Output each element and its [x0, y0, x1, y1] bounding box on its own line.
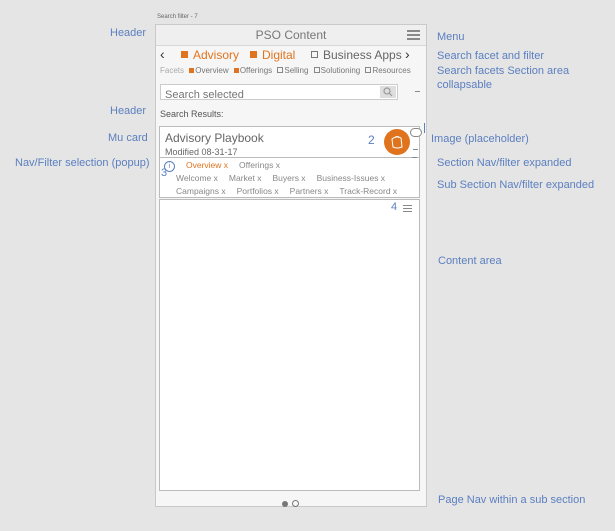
annotation-header: Header — [110, 27, 147, 39]
annotation-search-facets-section: Search facets Section area — [437, 65, 570, 77]
subfacet-offerings[interactable]: Offerings — [234, 66, 272, 75]
nav-filter-popup — [159, 158, 420, 198]
card-title: Advisory Playbook — [165, 131, 264, 145]
card-modified: Modified 08-31-17 — [165, 147, 238, 157]
filter-chip[interactable]: Track-Record x — [339, 186, 398, 196]
content-area — [159, 199, 420, 491]
annotation-menu: Menu — [437, 31, 465, 43]
facet-nav — [156, 45, 426, 65]
annotation-search-facet: Search facet and filter — [437, 50, 545, 62]
checkbox-icon — [181, 51, 188, 58]
annotation-page-nav: Page Nav within a sub section — [438, 494, 586, 506]
subfacet-solutioning[interactable]: Solutioning — [314, 66, 361, 75]
list-icon[interactable] — [403, 205, 412, 214]
minus-icon[interactable] — [412, 157, 417, 158]
image-placeholder — [384, 129, 410, 155]
search-button[interactable] — [380, 86, 396, 98]
marker-line — [424, 123, 425, 133]
mu-card[interactable] — [159, 126, 420, 158]
card-number: 2 — [368, 133, 375, 147]
subfacet-overview[interactable]: Overview — [189, 66, 228, 75]
subfacet-selling[interactable]: Selling — [277, 66, 308, 75]
annotation-image: Image (placeholder) — [431, 133, 529, 145]
filter-chip[interactable]: Portfolios x — [236, 186, 279, 196]
page-nav — [282, 494, 303, 512]
popup-number: 3 — [161, 167, 168, 179]
section-filter-row — [164, 160, 291, 172]
filter-chip[interactable]: Campaigns x — [176, 186, 226, 196]
annotation-section-nav: Section Nav/filter expanded — [437, 157, 572, 169]
content-number: 4 — [391, 201, 398, 213]
filter-chip[interactable]: Welcome x — [176, 173, 218, 183]
annotation-collapsable: collapsable — [437, 79, 493, 91]
facet-advisory[interactable]: Advisory — [181, 48, 239, 62]
hamburger-icon[interactable] — [407, 30, 420, 40]
filter-chip[interactable]: Offerings x — [239, 160, 280, 170]
page-dot-active[interactable] — [282, 501, 288, 507]
filter-chip[interactable]: Overview x — [186, 160, 229, 170]
filter-chip[interactable]: Business-Issues x — [316, 173, 386, 183]
filter-chip[interactable]: Market x — [228, 173, 262, 183]
subfacet-prefix: Facets — [160, 66, 185, 75]
facet-digital[interactable]: Digital — [250, 48, 295, 62]
filter-chip[interactable]: Partners x — [289, 186, 329, 196]
subsection-filter-row — [176, 186, 408, 196]
app-title: PSO Content — [255, 28, 327, 42]
minus-icon[interactable] — [413, 149, 418, 150]
page-dot[interactable] — [292, 500, 299, 507]
collapse-icon[interactable] — [415, 91, 420, 92]
annotation-sub-section-nav: Sub Section Nav/filter expanded — [437, 179, 595, 191]
results-label: Search Results: — [160, 109, 224, 119]
subfacet-resources[interactable]: Resources — [365, 66, 410, 75]
search-box — [160, 84, 398, 100]
chevron-right-icon[interactable]: › — [405, 46, 410, 62]
phone-frame — [155, 24, 427, 507]
app-header — [156, 25, 426, 46]
annotation-header-2: Header — [110, 105, 147, 117]
search-input[interactable] — [161, 87, 377, 103]
checkbox-icon — [250, 51, 257, 58]
page-caption: Search filter - 7 — [157, 14, 198, 20]
annotation-mu-card: Mu card — [108, 132, 148, 144]
checkbox-icon — [311, 51, 318, 58]
annotation-nav-filter: Nav/Filter selection (popup) — [15, 157, 150, 169]
filter-chip[interactable]: Buyers x — [272, 173, 306, 183]
search-icon — [383, 87, 393, 97]
chevron-left-icon[interactable]: ‹ — [160, 46, 165, 62]
facet-business-apps[interactable]: Business Apps — [311, 48, 402, 62]
bag-icon — [384, 129, 410, 155]
info-icon[interactable]: i — [164, 161, 175, 172]
comment-icon[interactable] — [410, 128, 422, 137]
annotation-content-area: Content area — [438, 255, 502, 267]
subfacet-list — [160, 66, 414, 75]
subsection-filter-row — [176, 173, 396, 183]
